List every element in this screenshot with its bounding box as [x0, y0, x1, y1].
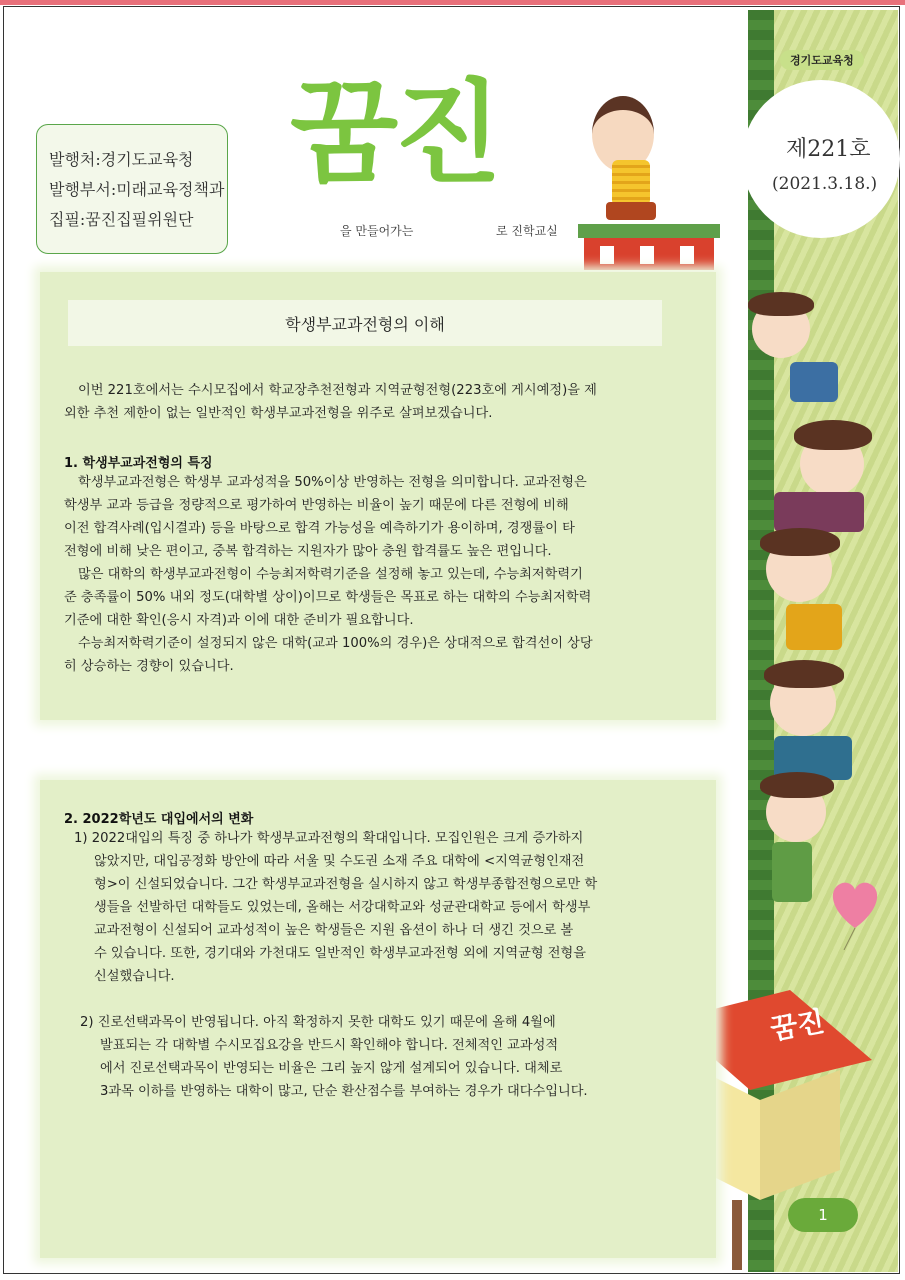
section-title-box: [68, 300, 662, 346]
section2-heading: 2. 2022학년도 대입에서의 변화: [64, 812, 254, 827]
kid-shirt: [772, 842, 812, 902]
issue-number: 제221호: [786, 137, 871, 162]
body-line: 학생부교과전형은 학생부 교과성적을 50%이상 반영하는 전형을 의미합니다. 교과전형은: [78, 475, 587, 490]
issuer-label: 경기도교육청: [780, 50, 864, 70]
author-line: 집필:꿈진집필위원단: [49, 210, 194, 229]
logo-subtitle-right: 로 진학교실: [496, 224, 558, 238]
body-line: 학생부 교과 등급을 정량적으로 평가하여 반영하는 비율이 높기 때문에 다른 전형에 비해: [64, 498, 569, 513]
kid-hair: [764, 660, 844, 688]
page-number: 1: [788, 1198, 858, 1232]
intro-line: 외한 추천 제한이 없는 일반적인 학생부교과전형을 위주로 살펴보겠습니다.: [64, 406, 493, 421]
item1-line: 신설했습니다.: [94, 969, 175, 984]
building-illustration: [578, 218, 720, 270]
item1-line: 수 있습니다. 또한, 경기대와 가천대도 일반적인 학생부교과전형 외에 지역균형 전형을: [94, 946, 586, 961]
item1-line: 1) 2022대입의 특징 중 하나가 학생부교과전형의 확대입니다. 모집인원은 크게 증가하지: [74, 831, 584, 846]
kid-book: [774, 492, 864, 532]
item2-line: 3과목 이하를 반영하는 대학이 많고, 단순 환산점수를 부여하는 경우가 대다수입니다.: [100, 1084, 588, 1099]
body-line: 수능최저학력기준이 설정되지 않은 대학(교과 100%의 경우)은 상대적으로 합격선이 상당: [78, 636, 593, 651]
girl-illustration-body: [612, 160, 650, 206]
kid-hair: [794, 420, 872, 450]
issue-date: (2021.3.18.): [772, 174, 878, 194]
body-line: 전형에 비해 낮은 편이고, 중복 합격하는 지원자가 많아 충원 합격률도 높은 편입니다.: [64, 544, 552, 559]
body-line: 이전 합격사례(입시결과) 등을 바탕으로 합격 가능성을 예측하기가 용이하며, 경쟁률이 타: [64, 521, 575, 536]
department-line: 발행부서:미래교육정책과: [49, 180, 225, 199]
kid-shirt: [790, 362, 838, 402]
publisher-info-box: [36, 124, 228, 254]
item2-line: 2) 진로선택과목이 반영됩니다. 아직 확정하지 못한 대학도 있기 때문에 올해 4월에: [80, 1015, 556, 1030]
item2-line: 발표되는 각 대학별 수시모집요강을 반드시 확인해야 합니다. 전체적인 교과성적: [100, 1038, 559, 1053]
publisher-line: 발행처:경기도교육청: [49, 150, 194, 169]
body-line: 준 충족률이 50% 내외 정도(대학별 상이)이므로 학생들은 목표로 하는 대학의 수능최저학력: [64, 590, 592, 605]
body-line: 많은 대학의 학생부교과전형이 수능최저학력기준을 설정해 놓고 있는데, 수능최저학력기: [78, 567, 583, 582]
kid-shirt: [786, 604, 842, 650]
body-line: 기준에 대한 확인(응시 자격)과 이에 대한 준비가 필요합니다.: [64, 613, 414, 628]
body-line: 히 상승하는 경향이 있습니다.: [64, 659, 234, 674]
section-title: 학생부교과전형의 이해: [285, 315, 445, 334]
item1-line: 형>이 신설되었습니다. 그간 학생부교과전형을 실시하지 않고 학생부종합전형으로만 학: [94, 877, 598, 892]
kid-hair: [760, 772, 834, 798]
item1-line: 생들을 선발하던 대학들도 있었는데, 올해는 서강대학교와 성균관대학교 등에서 학생부: [94, 900, 591, 915]
mailbox-label: 꿈진: [767, 1004, 827, 1047]
logo-subtitle-left: 을 만들어가는: [340, 224, 414, 238]
top-accent-bar: [0, 0, 905, 5]
item1-line: 않았지만, 대입공정화 방안에 따라 서울 및 수도권 소재 주요 대학에 <지역균형인재전: [94, 854, 585, 869]
newsletter-logo: 꿈진: [290, 69, 499, 199]
kid-hair: [760, 528, 840, 556]
item1-line: 교과전형이 신설되어 교과성적이 높은 학생들은 지원 옵션이 하나 더 생긴 것으로 볼: [94, 923, 574, 938]
kid-hair: [748, 292, 814, 316]
item2-line: 에서 진로선택과목이 반영되는 비율은 그리 높지 않게 설계되어 있습니다. 대체로: [100, 1061, 563, 1076]
section1-heading: 1. 학생부교과전형의 특징: [64, 456, 213, 471]
intro-line: 이번 221호에서는 수시모집에서 학교장추천전형과 지역균형전형(223호에 게시예정)을 제: [78, 383, 597, 398]
heart-balloon-icon: [820, 870, 890, 950]
